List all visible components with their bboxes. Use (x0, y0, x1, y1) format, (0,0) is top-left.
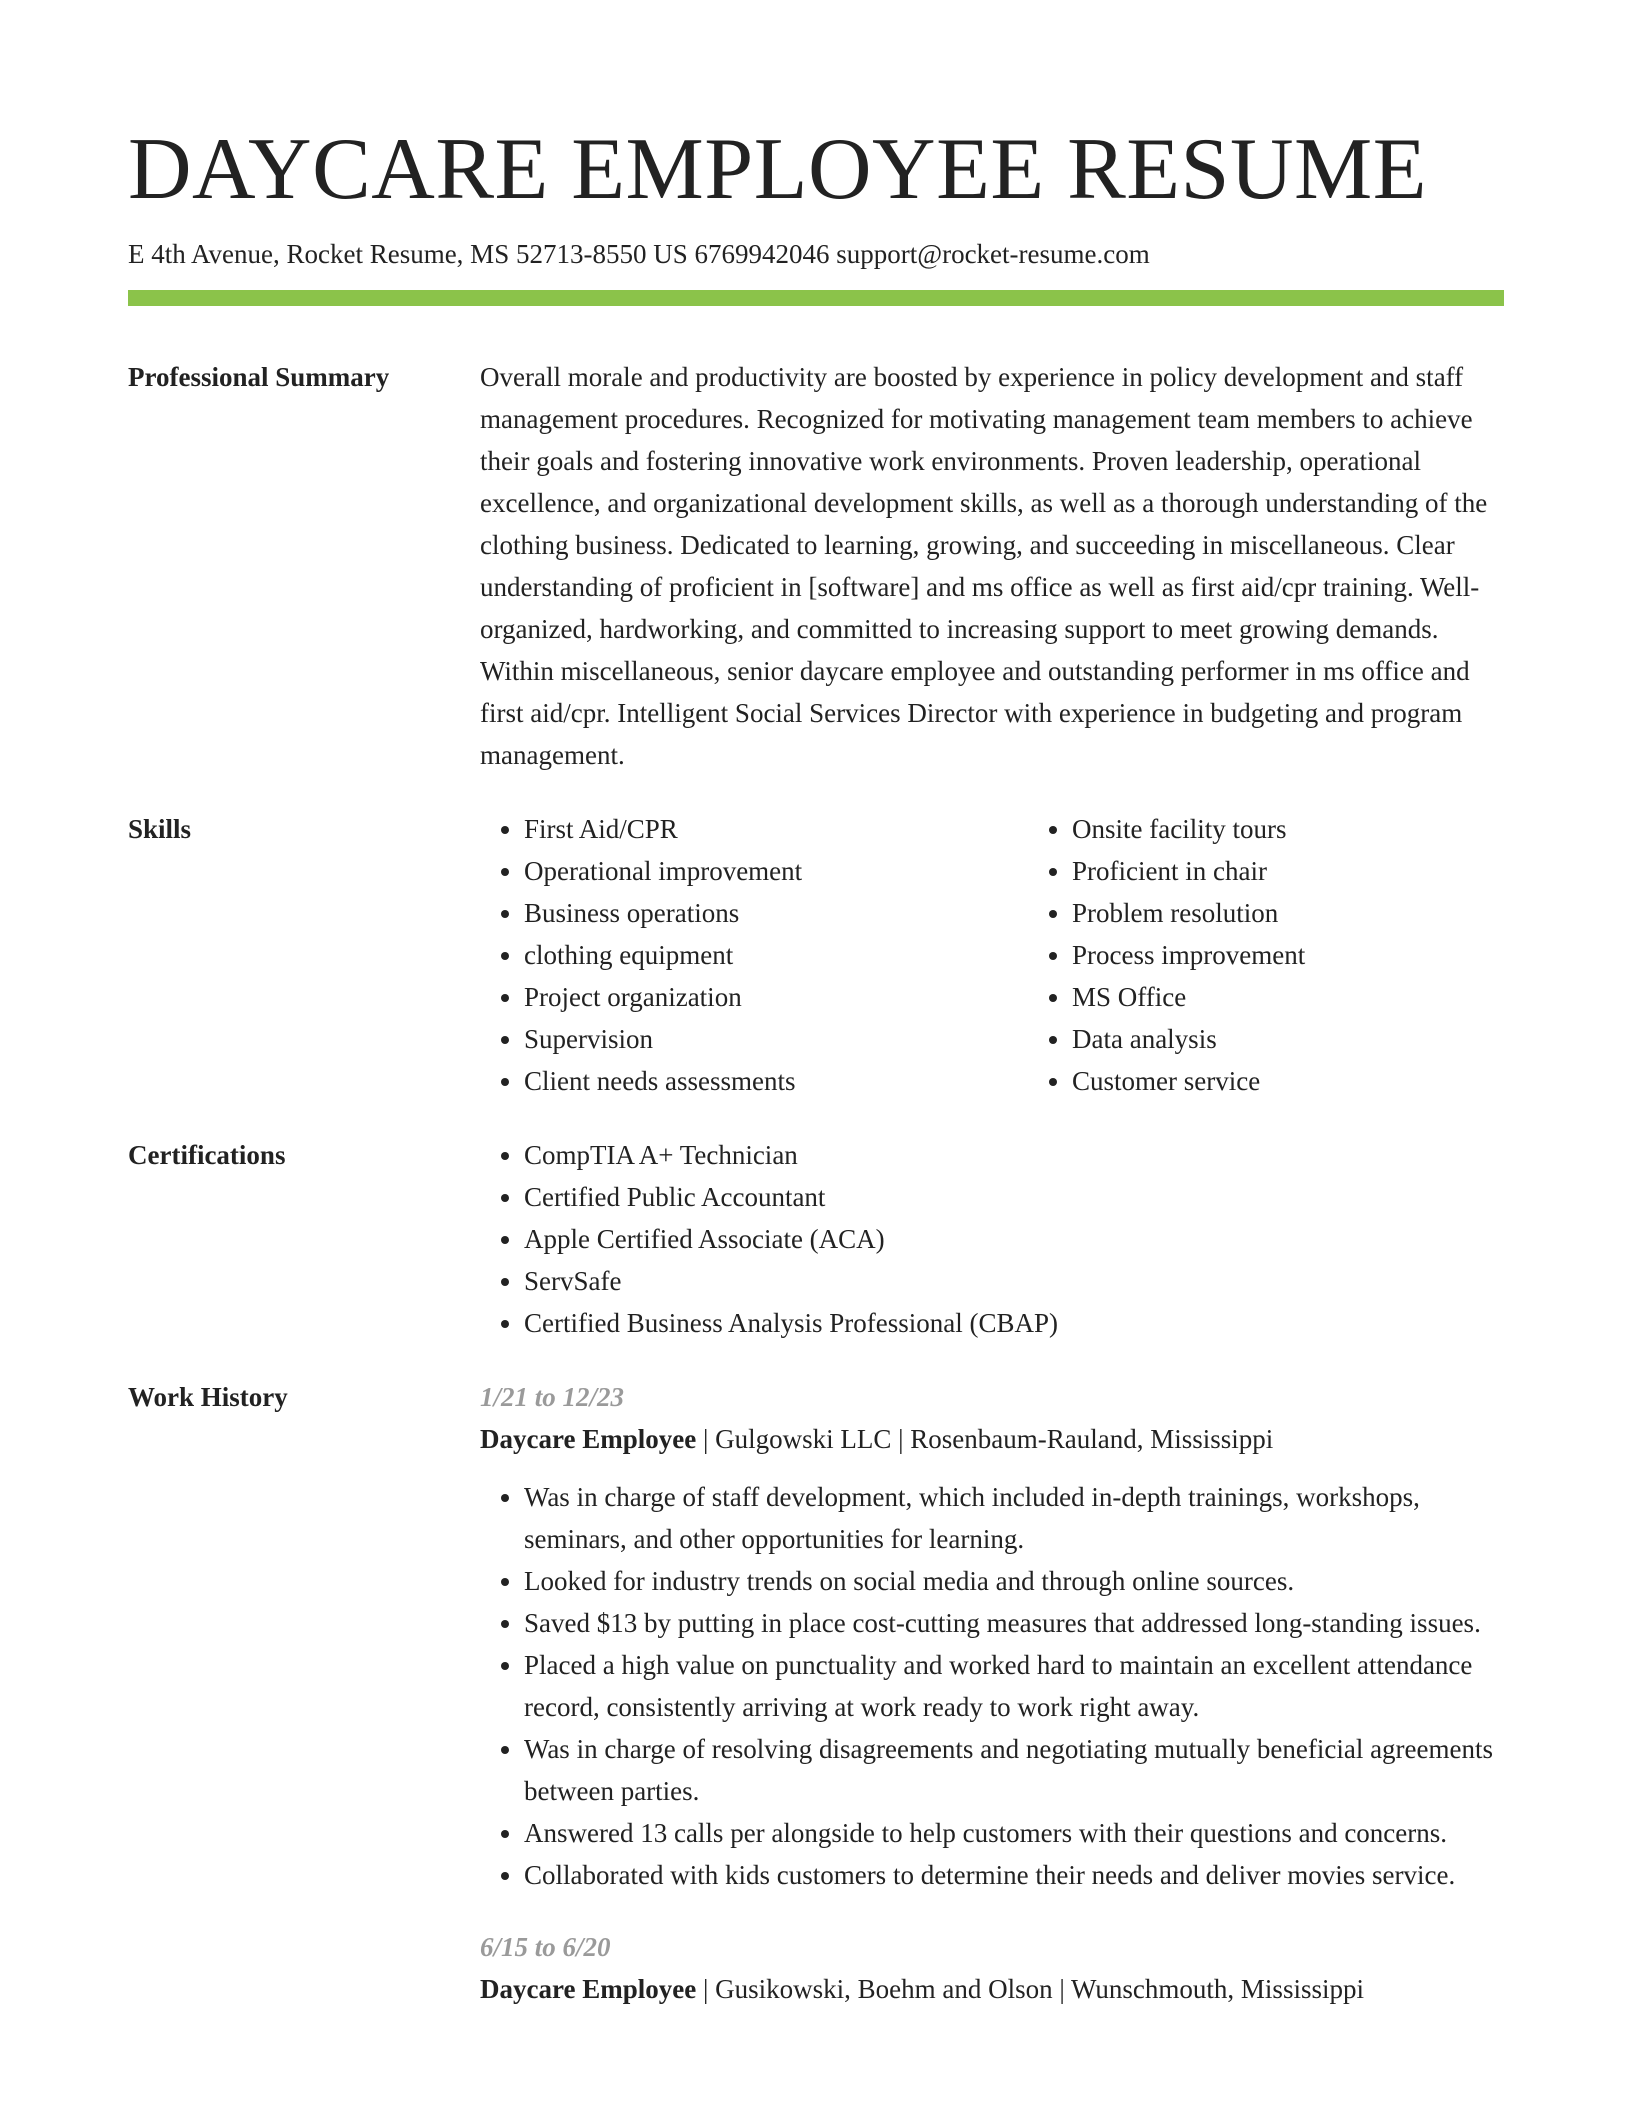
job-entry (480, 1376, 1504, 1896)
job-bullet: • Was in charge of staff development, which included in-depth trainings, workshops, seminars, and other opportunities for learning. (524, 1476, 1504, 1560)
skill-item: • Process improvement (1072, 934, 1576, 976)
work-history-section (128, 1376, 1504, 2040)
job-bullet: • Answered 13 calls per alongside to help customers with their questions and concerns. (524, 1812, 1504, 1854)
certifications-list (480, 1134, 1504, 1344)
job-entry (480, 1926, 1504, 2010)
certification-item: • ServSafe (524, 1260, 1504, 1302)
skill-item: • Customer service (1072, 1060, 1576, 1102)
job-title: Daycare Employee (480, 1424, 697, 1454)
summary-text: Overall morale and productivity are boosted by experience in policy development and staff management procedures. Recognized for motivating management team members to achieve their goals and fostering innovative work environments. Proven leadership, operational excellence, and organizational development skills, as well as a thorough understanding of the clothing business. Dedicated to learning, growing, and succeeding in miscellaneous. Clear understanding of proficient in [software] and ms office as well as first aid/cpr training. Well-organized, hardworking, and committed to increasing support to meet growing demands. Within miscellaneous, senior daycare employee and outstanding performer in ms office and first aid/cpr. Intelligent Social Services Director with experience in budgeting and program management. (480, 362, 1488, 770)
skill-item: • Supervision (524, 1018, 1028, 1060)
resume-page (128, 0, 1504, 2040)
section-label-certifications: Certifications (128, 1140, 286, 1170)
skill-item: • clothing equipment (524, 934, 1028, 976)
skill-item: • Data analysis (1072, 1018, 1576, 1060)
skill-item: • Proficient in chair (1072, 850, 1576, 892)
skills-list-right (1028, 808, 1576, 1102)
contact-line: E 4th Avenue, Rocket Resume, MS 52713-8550 US 6769942046 support@rocket-resume.com (128, 239, 1150, 269)
summary-content (480, 356, 1504, 776)
job-title: Daycare Employee (480, 1974, 697, 2004)
skill-item: • Operational improvement (524, 850, 1028, 892)
job-details: | Gusikowski, Boehm and Olson | Wunschmouth, Mississippi (696, 1974, 1364, 2004)
header-divider (128, 290, 1504, 306)
job-heading (480, 1968, 1504, 2010)
job-bullet: • Saved $13 by putting in place cost-cutting measures that addressed long-standing issues. (524, 1602, 1504, 1644)
section-label-summary: Professional Summary (128, 362, 390, 392)
skill-item: • Onsite facility tours (1072, 808, 1576, 850)
skills-section (128, 808, 1504, 1102)
skills-content (480, 808, 1576, 1102)
resume-title: DAYCARE EMPLOYEE RESUME (128, 121, 1428, 218)
job-bullet: • Was in charge of resolving disagreements and negotiating mutually beneficial agreements between parties. (524, 1728, 1504, 1812)
certification-item: • Apple Certified Associate (ACA) (524, 1218, 1504, 1260)
certifications-content (480, 1134, 1504, 1344)
job-bullets (480, 1476, 1504, 1896)
work-history-content (480, 1376, 1504, 2040)
job-bullet: • Collaborated with kids customers to determine their needs and deliver movies service. (524, 1854, 1504, 1896)
skill-item: • Business operations (524, 892, 1028, 934)
certification-item: • Certified Public Accountant (524, 1176, 1504, 1218)
skills-list-left (480, 808, 1028, 1102)
certifications-section (128, 1134, 1504, 1344)
certification-item: • Certified Business Analysis Professional (CBAP) (524, 1302, 1504, 1344)
section-label-work-history: Work History (128, 1382, 288, 1412)
job-date: 6/15 to 6/20 (480, 1932, 611, 1962)
job-details: | Gulgowski LLC | Rosenbaum-Rauland, Mississippi (696, 1424, 1274, 1454)
job-bullet: • Looked for industry trends on social media and through online sources. (524, 1560, 1504, 1602)
skill-item: • Client needs assessments (524, 1060, 1028, 1102)
skill-item: • MS Office (1072, 976, 1576, 1018)
skill-item: • First Aid/CPR (524, 808, 1028, 850)
certification-item: • CompTIA A+ Technician (524, 1134, 1504, 1176)
section-label-skills: Skills (128, 814, 192, 844)
skill-item: • Problem resolution (1072, 892, 1576, 934)
job-date: 1/21 to 12/23 (480, 1382, 625, 1412)
job-heading (480, 1418, 1504, 1460)
skill-item: • Project organization (524, 976, 1028, 1018)
job-bullet: • Placed a high value on punctuality and worked hard to maintain an excellent attendance record, consistently arriving at work ready to work right away. (524, 1644, 1504, 1728)
summary-section (128, 356, 1504, 776)
